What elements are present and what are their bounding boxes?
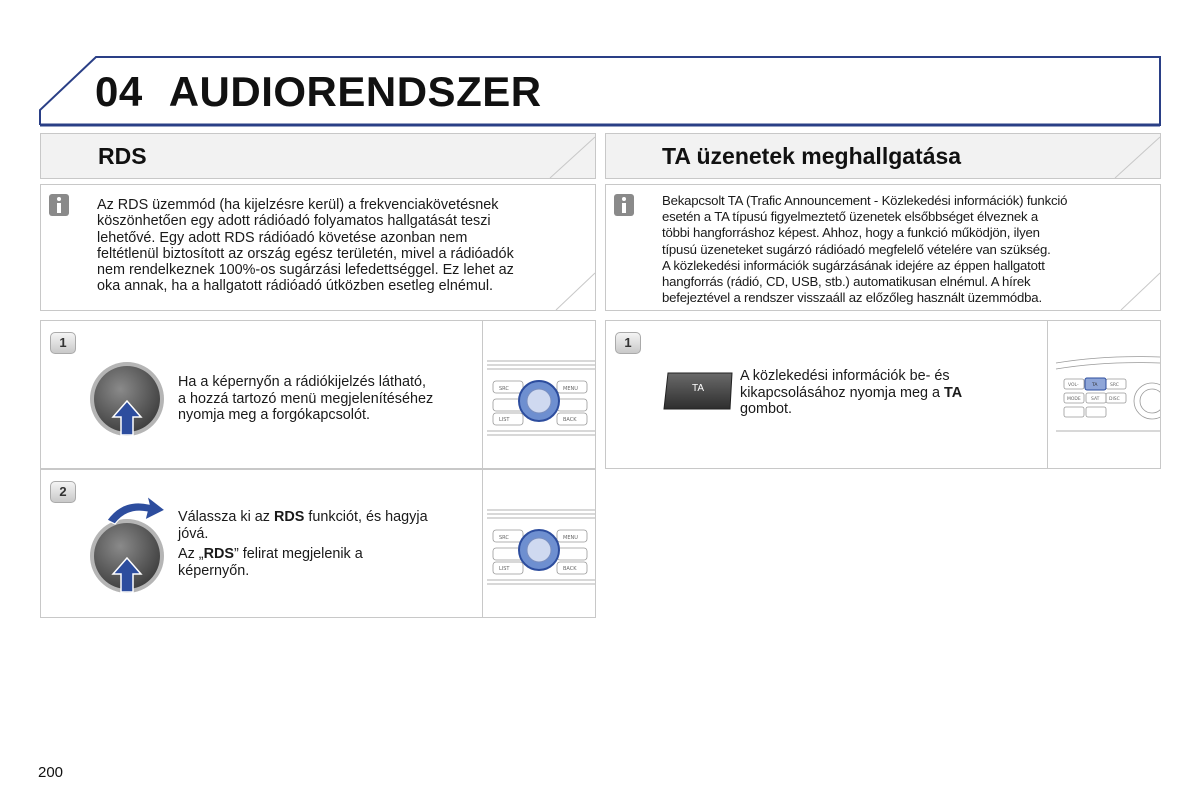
ta-info-box: [605, 184, 1161, 311]
info-line: oka annak, ha a hallgatott rádióadó útközben esetleg elnémul.: [97, 278, 494, 295]
info-icon: [614, 194, 634, 216]
ta-step-1-text: A közlekedési információk be- és kikapcsolásához nyomja meg a TA gombot.: [740, 368, 963, 417]
panel-label: DISC: [1109, 397, 1120, 402]
panel-label: MODE: [1067, 397, 1081, 402]
chapter-header: [0, 0, 1200, 130]
rds-step-2-text: Válassza ki az RDS funkciót, és hagyja jóvá. Az „RDS” felirat megjelenik a képernyőn.: [178, 509, 428, 579]
info-line: többi hangforráshoz képest. Ahhoz, hogy a funkció működjön, ilyen: [662, 225, 1040, 241]
section-title: RDS: [98, 143, 147, 169]
info-line: lehetővé. Egy adott RDS rádióadó követése azonban nem: [97, 229, 468, 246]
info-line: Bekapcsolt TA (Trafic Announcement - Közlekedési információk) funkció: [662, 193, 1068, 208]
info-line: típusú üzeneteket sugárzó rádióadó megfelelő vételére van szükség.: [662, 241, 1051, 257]
panel-label: SRC: [499, 386, 509, 392]
section-heading-ta: [605, 133, 1161, 179]
info-line: feltétlenül biztosított az ország egész területén, mivel a rádióadók: [97, 245, 514, 262]
panel-label: LIST: [499, 566, 510, 572]
chapter-number: 04: [95, 68, 143, 115]
rotary-knob-press-icon: [89, 361, 169, 441]
ta-step-1: [605, 320, 1161, 469]
panel-label: BACK: [563, 566, 577, 572]
ta-info-text: [662, 193, 1067, 306]
panel-label: VOL-: [1068, 383, 1079, 388]
panel-label: MENU: [563, 535, 578, 541]
radio-panel-illustration: [482, 321, 595, 468]
panel-label: MENU: [563, 386, 578, 392]
radio-panel-illustration: [1047, 321, 1160, 468]
rds-step-2: [40, 469, 596, 618]
info-line: befejeztével a rendszer visszaáll az előzőleg használt üzemmódba.: [662, 290, 1042, 306]
section-title: TA üzenetek meghallgatása: [662, 143, 962, 169]
info-line: Az RDS üzemmód (ha kijelzésre kerül) a frekvenciakövetésnek: [97, 197, 499, 213]
radio-panel-illustration: [482, 470, 595, 617]
panel-label: BACK: [563, 417, 577, 423]
rds-info-text: [97, 197, 514, 295]
info-line: A közlekedési információk sugárzásának idejére az éppen hallgatott: [662, 257, 1045, 273]
rds-step-1-text: Ha a képernyőn a rádiókijelzés látható, a hozzá tartozó menü megjelenítéséhez nyomja meg a forgókapcsolót.: [178, 374, 434, 423]
panel-label: TA: [1092, 383, 1098, 388]
rds-info-box: [40, 184, 596, 311]
rotary-knob-turn-press-icon: [89, 488, 173, 598]
step-number-badge: 1: [50, 332, 76, 354]
panel-label: SAT: [1091, 397, 1100, 402]
panel-label: SRC: [1110, 383, 1119, 388]
panel-label: LIST: [499, 417, 510, 423]
info-line: esetén a TA típusú figyelmeztető üzenetek elsőbbséget élveznek a: [662, 209, 1038, 225]
ta-button-label: TA: [691, 383, 705, 394]
info-line: nem rendelkeznek 100%-os sugárzási lefedettséggel. Ez lehet az: [97, 262, 514, 279]
info-icon: [49, 194, 69, 216]
step-number-badge: 2: [50, 481, 76, 503]
info-line: hangforrás (rádió, CD, USB, stb.) automatikusan elnémul. A hírek: [662, 274, 1031, 290]
ta-button-icon: [662, 371, 734, 411]
section-heading-rds: [40, 133, 596, 179]
info-line: köszönhetően egy adott rádióadó folyamatos hallgatását teszi: [97, 213, 491, 230]
chapter-title: [95, 68, 542, 116]
page-number: 200: [38, 764, 64, 781]
panel-label: SRC: [499, 535, 509, 541]
rds-step-1: [40, 320, 596, 469]
chapter-name: AUDIORENDSZER: [168, 68, 542, 115]
step-number-badge: 1: [615, 332, 641, 354]
